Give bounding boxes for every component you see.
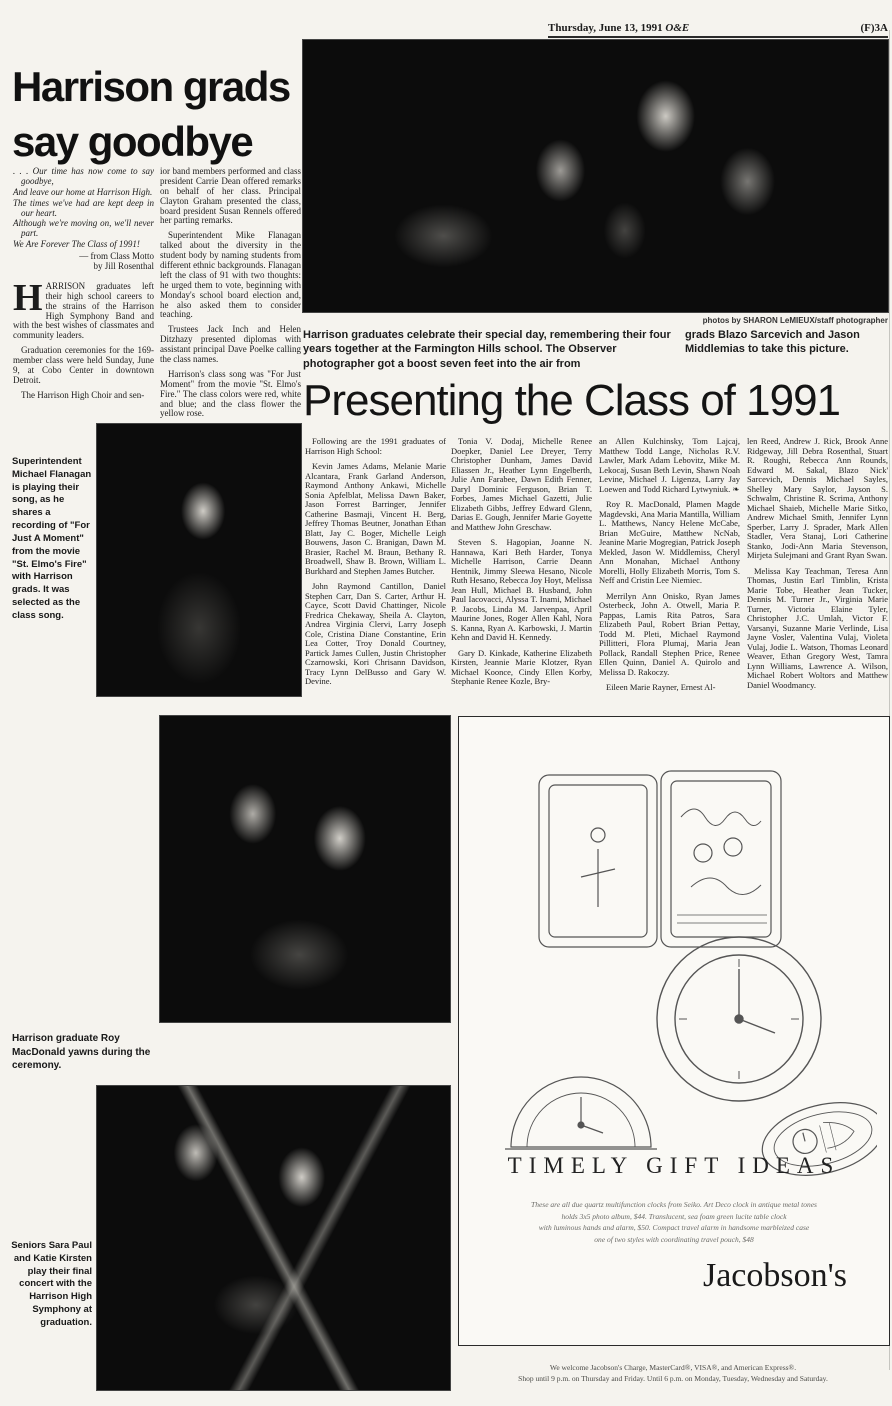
clock-illustrations [471,757,877,1177]
poem-line: The times we've had are kept deep in our heart. [13,197,154,218]
ad-footer-line2: Shop until 9 p.m. on Thursday and Friday. Until 6 p.m. on Monday, Tuesday, Wednesday and Saturday. [518,1374,828,1384]
date-text: Thursday, June 13, 1991 [548,22,663,34]
class-list-intro: Following are the 1991 graduates of Harrison High School: [305,436,446,456]
lead-story-column-left [13,167,154,406]
lead-headline-line1: Harrison grads [12,63,290,110]
lead-story-column-right [160,167,301,424]
dateline [548,22,689,34]
jacobsons-logo: Jacobson's [702,1257,847,1294]
class-list-paragraph: Tonia V. Dodaj, Michelle Renee Doepker, Daniel Lee Dreyer, Terry Christopher Dunham, James David Eliassen Jr., Heather Lynn Engelberth, Julie Ann Farabee, Dawn Edith Fenner, Daryl Dominic Ferguson, Brian T. Forbes, James Michael Gazetti, Julie Elizabeth Gibbs, Jeffrey Edward Glenn, Darias E. Gough, Jennifer Marie Goyette and Matthew John Greschaw. [451,436,592,532]
drop-cap: H [13,276,43,319]
class-list-paragraph: Kevin James Adams, Melanie Marie Alcantara, Frank Garland Anderson, Raymond Anthony Ankawi, Michelle Sonia Apfelblat, Melissa Dawn Baker, Jason Forrest Barringer, Jennifer Catherine Basmaji, Vincent H. Berg, Jeffrey Thomas Beutner, Jonathan Ethan Blatt, Jay C. Boger, Michelle Leigh Bouwens, Jason C. Branigan, Dawn M. Brasier, Rachel M. Braun, Bethany R. Broadwell, Shaw B. Brown, William L. Burkhard and Stephen James Butcher. [305,461,446,576]
class-list-paragraph: an Allen Kulchinsky, Tom Lajcaj, Matthew Todd Lange, Nicholas R.V. Lawler, Mark Adam Lebovitz, Mike M. Lekocaj, Susan Beth Levin, Shawn Noah Levine, Michael J. Ligenza, Larry Jay Loewen and Todd Richard Lytwyniuk. ❧ [599,436,740,494]
motto-credit-line1: — from Class Motto [79,251,154,262]
caption-column-2: grads Blazo Sarcevich and Jason Middlemias to take this picture. [685,329,860,356]
class-list-paragraph: Melissa Kay Teachman, Teresa Ann Thomas, Justin Earl Timblin, Krista Marie Tobe, Heather Jean Tucker, Dennis M. Turner Jr., Virginia Marie Turner, Victoria Elaine Tyler, Christopher J.C. Umlah, Victor F. Varsanyi, Suzanne Marie Verlinde, Lisa Jayne Vosler, Valentina Vulaj, Violeta Vulaj, Jodie L. Watson, Thomas Leonard Weaver, Ethan Gregory West, Tamra Lynn Williams, Lawrence A. Wilson, Michael Robert Woltors and Matthew Daniel Woodmancy. [747,565,888,690]
class-list-column-4 [747,437,888,696]
ad-headline: TIMELY GIFT IDEAS [507,1153,841,1178]
story-paragraph-text: ARRISON graduates left their high school careers to the strains of the Harrison High Symphony Band and with the best wishes of classmates and community leaders. [13,280,154,341]
poem-line: We Are Forever The Class of 1991! [13,239,140,250]
class-list-column-2 [451,437,592,693]
paper-brand: O&E [665,22,690,34]
lead-headline-line2: say goodbye [12,117,253,165]
class-list-paragraph: Gary D. Kinkade, Katherine Elizabeth Kirsten, Jeannie Marie Klotzer, Ryan Michael Koonce, Cindy Ellen Korby, Stephanie Renee Kozle, Bry- [451,647,592,687]
ad-body-line: with luminous hands and alarm, $50. Compact travel alarm in handsome marbleized case [538,1223,810,1233]
motto-credit-line2: by Jill Rosenthal [93,261,154,272]
graduation-crowd-photo [303,40,888,312]
story-paragraph: Harrison's class song was "For Just Moment" from the movie "St. Elmo's Fire." The class colors were red, white and blue; and the class flower the yellow rose. [160,368,301,419]
ad-body-line: one of two styles with coordinating travel pouch, $48 [594,1234,754,1244]
page-number: (F)3A [860,22,888,34]
ad-footer-line1: We welcome Jacobson's Charge, MasterCard®, VISA®, and American Express®. [549,1363,797,1372]
photo-credit: photos by SHARON LeMIEUX/staff photographer [702,316,888,325]
flanagan-caption: Superintendent Michael Flanagan is playing their song, as he shares a recording of "For Just A Moment" from the movie "St. Elmo's Fire" with Harrison grads. It was selected as the class song. [12,456,92,621]
symphony-photo [97,1086,450,1390]
symphony-caption: Seniors Sara Paul and Katie Kirsten play their final concert with the Harrison High Symphony at graduation. [11,1240,92,1328]
macdonald-caption: Harrison graduate Roy MacDonald yawns during the ceremony. [12,1033,151,1071]
ad-body-line: holds 3x5 photo album, $44. Translucent, sea foam green lucite table clock [561,1211,787,1221]
caption-column-1: Harrison graduates celebrate their special day, remembering their four years together at the Farmington Hills school. The Observer photographer got a boost seven feet into the air from [303,329,671,370]
story-paragraph: Graduation ceremonies for the 169-member class were held Sunday, June 9, at Cobo Center in downtown Detroit. [13,345,154,385]
top-photo-caption [303,328,888,371]
class-list-paragraph: Roy R. MacDonald, Plamen Magde Magdevski, Ana Maria Mantilla, William L. Matthews, Nancy Helene McCabe, Brian McGuire, Matthew NcNab, Jeanine Marie Mogregian, Patrick Joseph Mekled, Jason W. Middlemiss, Cheryl Ann Monahan, Michael Anthony Morelli, Holly Elizabeth Morris, Tom S. Neff and Cristin Lee Niemiec. [599,499,740,586]
ad-footer [458,1362,888,1385]
story-paragraph: The Harrison High Choir and sen- [21,389,145,400]
story-paragraph [13,276,154,341]
class-list-paragraph: Steven S. Hagopian, Joanne N. Hannawa, Kari Beth Harder, Tonya Michelle Harrison, Carrie Deann Hentnik, Jimmy Sleewa Hesano, Nicole Ruth Hesano, Rebecca Joy Hoyt, Melissa Jean Hull, Michael B. Husband, John Paul Iacovacci, Alyssa T. Inami, Michael P. Jacobs, Linda M. Jarvenpaa, April Maurine Jones, Roger Allen Kahl, Nora S. Kanna, Ryan A. Karbowski, J. Martin Kehn and David H. Kennedy. [451,537,592,643]
class-list-paragraph: Eileen Marie Rayner, Ernest Al- [606,682,716,693]
motto-credit [13,252,154,272]
poem-line: . . . Our time has now come to say goodbye, [13,166,154,186]
class-list-column-1 [305,437,446,693]
class-list-paragraph: John Raymond Cantillon, Daniel Stephen Carr, Dan S. Carter, Arthur H. Cayce, Scott David Chattinger, Nicole Fredrica Chekaway, Sheila A. Clayton, Andrea Virginia Clervi, Larry Joseph Cole, Cristina Diane Constantine, Erin Lea Cotter, Troy Donald Courtney, Partick James Cullen, Justin Christopher Czarnowski, Kori Chrisann Davidson, Tracy Lynn DelBusso and Gary W. Devine. [305,581,446,687]
ad-body-copy [477,1199,871,1246]
macdonald-photo [160,716,450,1022]
class-list-paragraph: len Reed, Andrew J. Rick, Brook Anne Ridgeway, Jill Debra Rosenthal, Stuart R. Roughi, Rebecca Ann Rounds, Edward M. Sakal, Blazo Nick' Sarcevich, Dennis Michael Sayles, Shelley Mary Saylor, Jayson S. Schwalm, Christine R. Scrima, Anthony Michael Shaieb, Michelle Marie Sitko, Andrew Michael Smith, Jennifer Lynn Sperber, Larry J. Sprader, Mark Allen Stadler, Vera Stanaj, Lori Catherine Stanko, Jodi-Ann Maria Stevenson, Mirjeta Sulejmani and Grant Ryan Swan. [747,436,888,561]
poem-line: And leave our home at Harrison High. [13,186,153,197]
lead-headline [12,60,304,169]
story-paragraph: Trustees Jack Inch and Helen Ditzhazy presented diplomas with assistant principal Dave Poelke calling the class names. [160,324,301,365]
class-list-paragraph: Merrilyn Ann Onisko, Ryan James Osterbeck, John A. Otwell, Maria P. Pappas, Lamis Rita Patros, Sara Elizabeth Paul, Robert Brian Pettay, Todd M. Pleti, Michael Raymond Pillitteri, Flora Plumaj, Maria Jean Pollack, Randall Stephen Price, Renee Ellen Quinn, Daniel A. Quirolo and Melissa D. Rakoczy. [599,590,740,677]
class-list-column-3 [599,437,740,699]
flanagan-photo [97,424,301,696]
story-paragraph: ior band members performed and class president Carrie Dean offered remarks on behalf of her class. Principal Clayton Graham presented the class, board president Susan Rennels offered her parting remarks. [160,166,301,226]
story-paragraph: Superintendent Mike Flanagan talked about the diversity in the student body by naming students from different ethnic backgrounds. Flanagan left the class of 91 with two thoughts: he urged them to vote, beginning with Monday's school board election and, he also asked them to consider teaching. [160,230,301,320]
jacobsons-ad [458,716,890,1346]
poem-line: Although we're moving on, we'll never part. [13,218,154,239]
ad-body-line: These are all due quartz multifunction clocks from Seiko. Art Deco clock in antique metal tones [531,1200,817,1209]
masthead [548,22,888,38]
class-list-headline: Presenting the Class of 1991 [303,376,841,425]
